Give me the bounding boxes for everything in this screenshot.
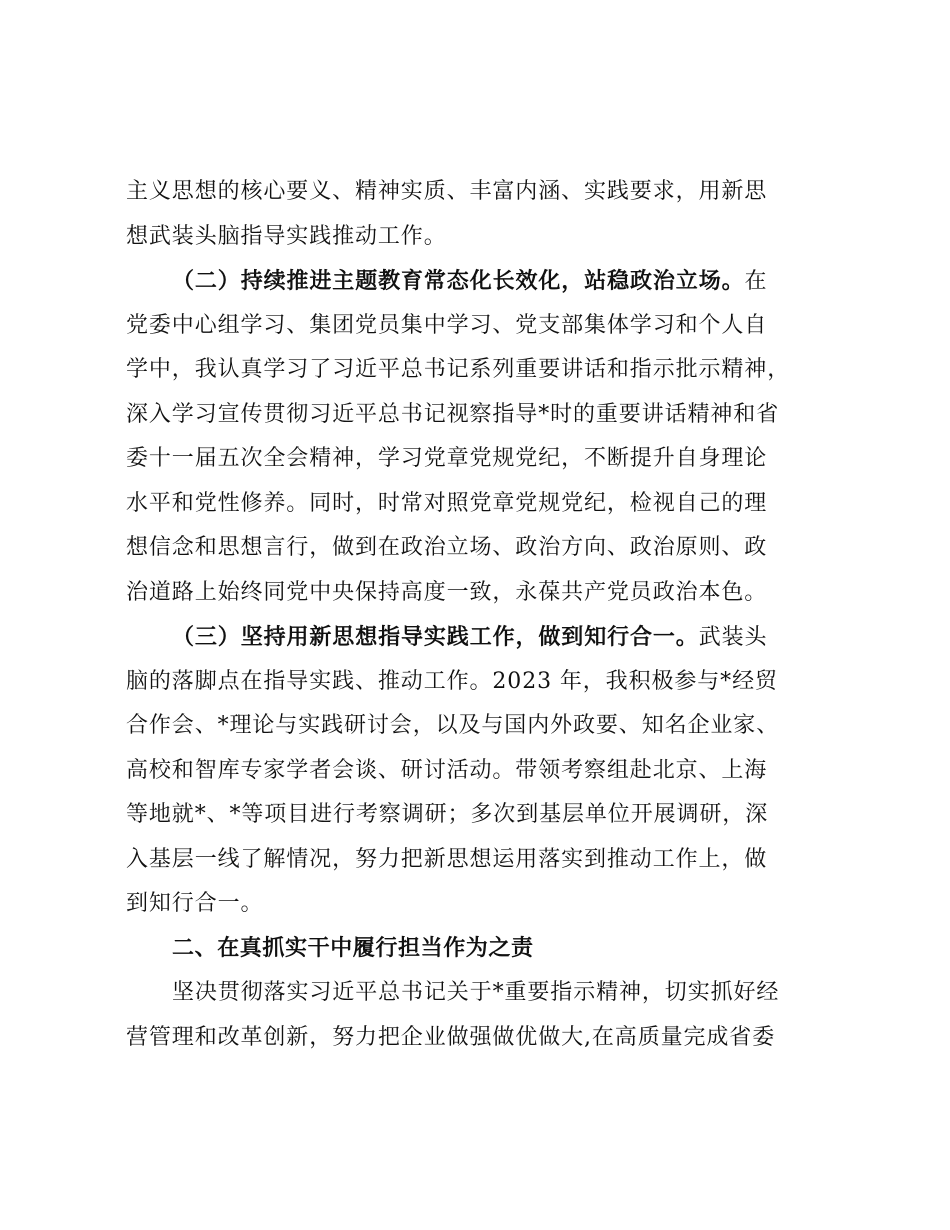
paragraph-line: 想武装头脑指导实践推动工作。	[126, 224, 447, 249]
paragraph-line: 主义思想的核心要义、精神实质、丰富内涵、实践要求，用新思	[126, 179, 768, 204]
paragraph-line: 学中，我认真学习了习近平总书记系列重要讲话和指示批示精神，	[126, 357, 791, 382]
paragraph-line: 营管理和改革创新，努力把企业做强做优做大,在高质量完成省委	[126, 1025, 776, 1050]
section-3-lead-continuation: 武装头	[698, 625, 768, 650]
paragraph-line: 深入学习宣传贯彻习近平总书记视察指导*时的重要讲话精神和省	[126, 402, 780, 427]
paragraph-line: 想信念和思想言行，做到在政治立场、政治方向、政治原则、政	[126, 535, 768, 560]
section-3-paragraph-line	[172, 622, 767, 653]
paragraph-line: 水平和党性修养。同时，时常对照党章党规党纪，检视自己的理	[126, 491, 768, 516]
section-heading-2: 二、在真抓实干中履行担当作为之责	[172, 936, 534, 961]
paragraph-line: 高校和智库专家学者会谈、研讨活动。带领考察组赴北京、上海	[126, 758, 768, 783]
paragraph-line: 到知行合一。	[126, 891, 264, 916]
paragraph-line: 坚决贯彻落实习近平总书记关于*重要指示精神，切实抓好经	[172, 980, 780, 1005]
paragraph-line: 治道路上始终同党中央保持高度一致，永葆共产党员政治本色。	[126, 580, 768, 605]
section-3-lead-heading: （三）坚持用新思想指导实践工作，做到知行合一。	[172, 624, 699, 650]
paragraph-line: 入基层一线了解情况，努力把新思想运用落实到推动工作上，做	[126, 847, 768, 872]
paragraph-line: 合作会、*理论与实践研讨会，以及与国内外政要、知名企业家、	[126, 713, 780, 738]
paragraph-line: 委十一届五次全会精神，学习党章党规党纪，不断提升自身理论	[126, 446, 768, 471]
paragraph-line: 脑的落脚点在指导实践、推动工作。2023 年，我积极参与*经贸	[126, 669, 778, 694]
paragraph-line: 党委中心组学习、集团党员集中学习、党支部集体学习和个人自	[126, 313, 768, 338]
section-2-lead-heading: （二）持续推进主题教育常态化长效化，站稳政治立场。	[172, 268, 745, 294]
paragraph-line: 等地就*、*等项目进行考察调研；多次到基层单位开展调研，深	[126, 802, 769, 827]
section-2-lead-continuation: 在	[744, 269, 768, 294]
section-2-paragraph-line	[172, 266, 767, 297]
